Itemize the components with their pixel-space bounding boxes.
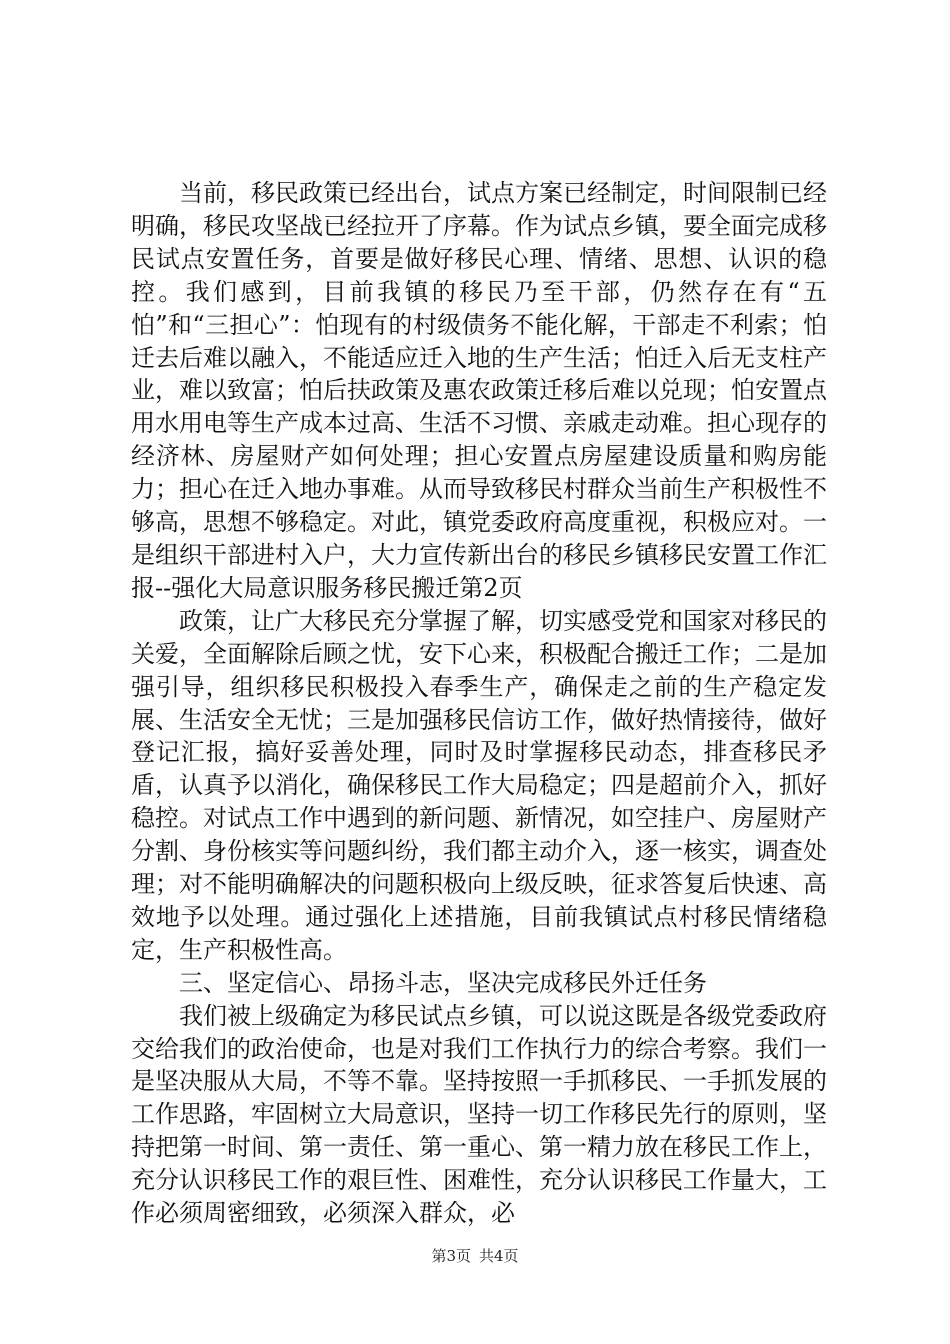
document-body xyxy=(131,177,827,1230)
page-number: 第3页 xyxy=(431,1247,471,1265)
paragraph-1: 当前，移民政策已经出台，试点方案已经制定，时间限制已经明确，移民攻坚战已经拉开了序幕。作为试点乡镇，要全面完成移民试点安置任务，首要是做好移民心理、情绪、思想、认识的稳控。我们感到，目前我镇的移民乃至干部，仍然存在有“五怕”和“三担心”：怕现有的村级债务不能化解，干部走不利索；怕迁去后难以融入，不能适应迁入地的生产生活；怕迁入后无支柱产业，难以致富；怕后扶政策及惠农政策迁移后难以兑现；怕安置点用水用电等生产成本过高、生活不习惯、亲戚走动难。担心现存的经济林、房屋财产如何处理；担心安置点房屋建设质量和购房能力；担心在迁入地办事难。从而导致移民村群众当前生产积极性不够高，思想不够稳定。对此，镇党委政府高度重视，积极应对。一是组织干部进村入户，大力宣传新出台的移民乡镇移民安置工作汇报--强化大局意识服务移民搬迁第2页 xyxy=(131,179,827,602)
page-total: 共4页 xyxy=(479,1247,519,1265)
section-heading: 三、坚定信心、昂扬斗志，坚决完成移民外迁任务 xyxy=(179,968,707,997)
page-footer xyxy=(0,1246,950,1266)
paragraph-3: 我们被上级确定为移民试点乡镇，可以说这既是各级党委政府交给我们的政治使命，也是对我们工作执行力的综合考察。我们一是坚决服从大局，不等不靠。坚持按照一手抓移民、一手抓发展的工作思路，牢固树立大局意识，坚持一切工作移民先行的原则，坚持把第一时间、第一责任、第一重心、第一精力放在移民工作上，充分认识移民工作的艰巨性、困难性，充分认识移民工作量大，工作必须周密细致，必须深入群众，必 xyxy=(131,1001,827,1228)
paragraph-2: 政策，让广大移民充分掌握了解，切实感受党和国家对移民的关爱，全面解除后顾之忧，安下心来，积极配合搬迁工作；二是加强引导，组织移民积极投入春季生产，确保走之前的生产稳定发展、生活安全无忧；三是加强移民信访工作，做好热情接待，做好登记汇报，搞好妥善处理，同时及时掌握移民动态，排查移民矛盾，认真予以消化，确保移民工作大局稳定；四是超前介入，抓好稳控。对试点工作中遇到的新问题、新情况，如空挂户、房屋财产分割、身份核实等问题纠纷，我们都主动介入，逐一核实，调查处理；对不能明确解决的问题积极向上级反映，征求答复后快速、高效地予以处理。通过强化上述措施，目前我镇试点村移民情绪稳定，生产积极性高。 xyxy=(131,606,827,964)
